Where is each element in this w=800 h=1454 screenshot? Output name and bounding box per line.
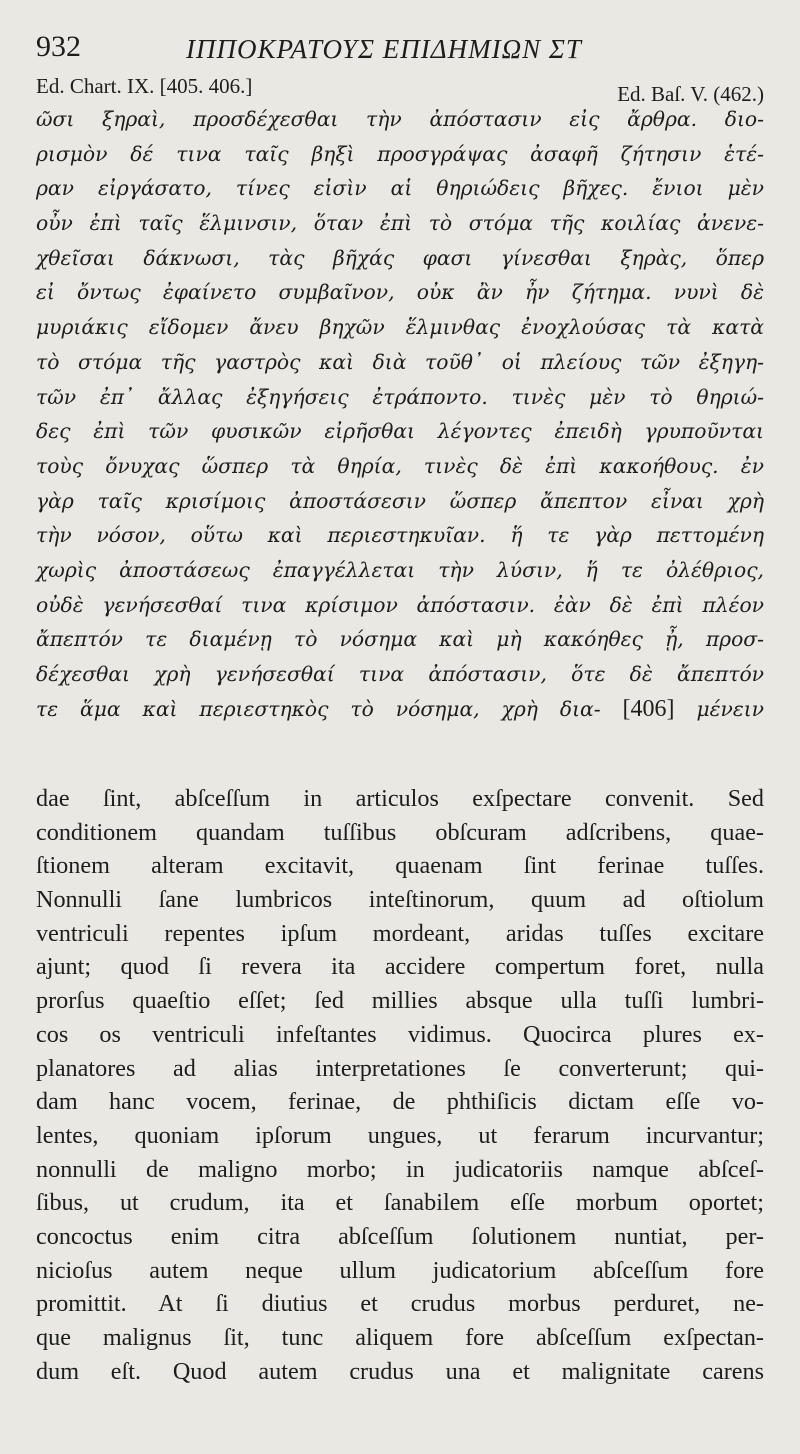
latin-text-block	[36, 782, 764, 1388]
greek-text-block	[36, 102, 764, 726]
greek-line: ῶσι ξηραὶ, προσδέχεσθαι τὴν ἀπόστασιν εἰς ἄρθρα. διο-	[36, 107, 764, 131]
latin-line: cos os ventriculi infeſtantes vidimus. Quocirca plures ex-	[36, 1020, 764, 1048]
greek-line: γὰρ ταῖς κρισίμοις ἀποστάσεσιν ὥσπερ ἄπεπτον εἶναι χρὴ	[36, 488, 764, 513]
latin-line: dam hanc vocem, ferinae, de phthiſicis dictam eſſe vo-	[36, 1088, 764, 1116]
greek-line: τὴν νόσον, οὕτω καὶ περιεστηκυῖαν. ἥ τε γὰρ πεττομένη	[36, 523, 764, 548]
greek-line: χωρὶς ἀποστάσεως ἐπαγγέλλεται τὴν λύσιν, ἥ τε ὀλέθριος,	[36, 557, 764, 582]
greek-line: δες ἐπὶ τῶν φυσικῶν εἰρῆσθαι λέγοντες ἐπειδὴ γρυποῦνται	[36, 419, 764, 444]
edition-reference-left: Ed. Chart. IX. [405. 406.]	[36, 74, 253, 98]
greek-line: χθεῖσαι δάκνωσι, τὰς βῆχάς φασι γίνεσθαι ξηρὰς, ὅπερ	[36, 245, 764, 270]
latin-line: lentes, quoniam ipſorum ungues, ut ferarum incurvantur;	[36, 1121, 764, 1149]
latin-line: ſtionem alteram excitavit, quaenam ſint ferinae tuſſes.	[36, 852, 764, 880]
greek-line: οὐδὲ γενήσεσθαί τινα κρίσιμον ἀπόστασιν. ἐὰν δὲ ἐπὶ πλέον	[36, 592, 764, 617]
greek-line: ρισμὸν δέ τινα ταῖς βηξὶ προσγράψας ἀσαφῆ ζήτησιν ἑτέ-	[36, 141, 764, 166]
latin-line: que malignus ſit, tunc aliquem fore abſceſſum exſpectan-	[36, 1324, 764, 1351]
greek-line: τὸ στόμα τῆς γαστρὸς καὶ διὰ τοῦθ᾽ οἱ πλείους τῶν ἐξηγη-	[36, 349, 764, 374]
greek-line: μυριάκις εἴδομεν ἄνευ βηχῶν ἕλμινθας ἐνοχλούσας τὰ κατὰ	[36, 315, 764, 340]
latin-line: conditionem quandam tuſſibus obſcuram adſcribens, quae-	[36, 818, 764, 846]
greek-line: τῶν ἐπ᾽ ἄλλας ἐξηγήσεις ἐτράποντο. τινὲς μὲν τὸ θηριώ-	[36, 384, 764, 409]
edition-reference-right: Ed. Baſ. V. (462.)	[617, 82, 764, 106]
latin-line: prorſus quaeſtio eſſet; ſed millies absque ulla tuſſi lumbri-	[36, 987, 764, 1015]
latin-line: dum eſt. Quod autem crudus una et malignitate carens	[36, 1357, 764, 1385]
latin-line: planatores ad alias interpretationes ſe converterunt; qui-	[36, 1054, 764, 1082]
page-break-marker: [406]	[622, 695, 675, 722]
greek-line: εἰ ὄντως ἐφαίνετο συμβαῖνον, οὐκ ἂν ἦν ζήτημα. νυνὶ δὲ	[36, 280, 764, 305]
latin-line: Nonnulli ſane lumbricos inteſtinorum, quum ad oſtiolum	[36, 886, 764, 914]
latin-line: nonnulli de maligno morbo; in judicatoriis namque abſceſ-	[36, 1155, 764, 1183]
page-number: 932	[36, 30, 81, 63]
latin-line: ſibus, ut crudum, ita et ſanabilem eſſe morbum oportet;	[36, 1189, 764, 1217]
latin-line: ventriculi repentes ipſum mordeant, aridas tuſſes excitare	[36, 919, 764, 947]
running-title: ΙΠΠΟΚΡΑΤΟΥΣ ΕΠΙΔΗΜΙΩΝ ΣΤ	[186, 34, 582, 64]
greek-line-last	[36, 692, 764, 727]
greek-line-text: τε ἅμα καὶ περιεστηκὸς τὸ νόσημα, χρὴ δια-	[36, 696, 601, 721]
latin-line: ajunt; quod ſi revera ita accidere compertum foret, nulla	[36, 953, 764, 981]
greek-line: οὖν ἐπὶ ταῖς ἕλμινσιν, ὅταν ἐπὶ τὸ στόμα τῆς κοιλίας ἀνενε-	[36, 211, 764, 236]
latin-line: concoctus enim citra abſceſſum ſolutionem nuntiat, per-	[36, 1222, 764, 1250]
greek-line: ἄπεπτόν τε διαμένῃ τὸ νόσημα καὶ μὴ κακόηθες ᾖ, προσ-	[36, 627, 764, 652]
latin-line: promittit. At ſi diutius et crudus morbus perduret, ne-	[36, 1290, 764, 1318]
greek-line-end: μένειν	[696, 696, 764, 721]
greek-line: τοὺς ὄνυχας ὥσπερ τὰ θηρία, τινὲς δὲ ἐπὶ κακοήθους. ἐν	[36, 453, 764, 478]
latin-line: dae ſint, abſceſſum in articulos exſpectare convenit. Sed	[36, 785, 764, 812]
greek-line: δέχεσθαι χρὴ γενήσεσθαί τινα ἀπόστασιν, ὅτε δὲ ἄπεπτόν	[36, 662, 764, 686]
greek-line: ραν εἰργάσατο, τίνες εἰσὶν αἱ θηριώδεις βῆχες. ἔνιοι μὲν	[36, 176, 764, 201]
latin-line: nicioſus autem neque ullum judicatorium abſceſſum fore	[36, 1256, 764, 1284]
